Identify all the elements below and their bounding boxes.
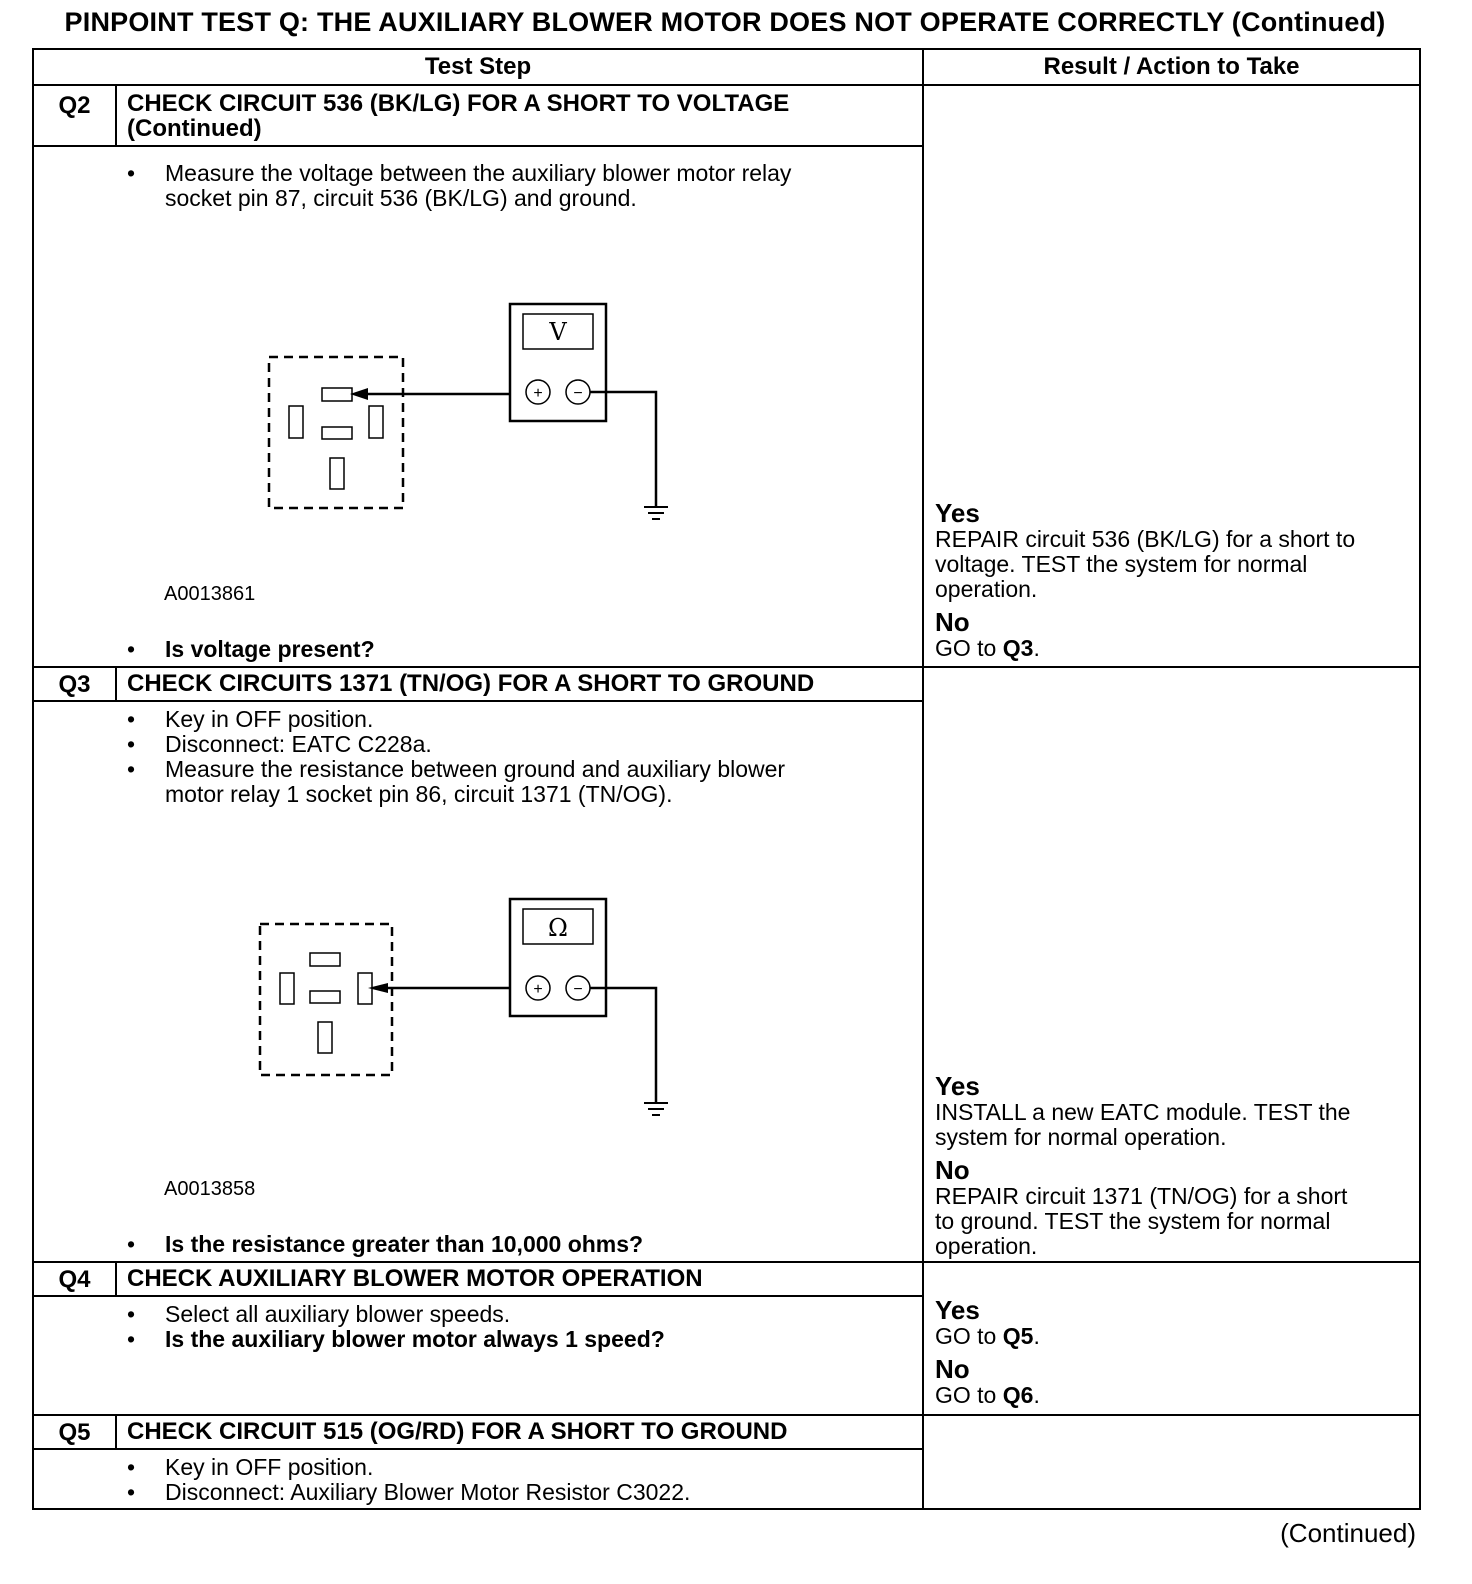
result-line: operation.	[935, 576, 1038, 602]
socket-pin	[322, 427, 352, 439]
goto-link-q3[interactable]: Q3	[1002, 635, 1034, 661]
bullet-text: Disconnect: Auxiliary Blower Motor Resistor C3022.	[165, 1479, 691, 1505]
step-body-q3	[33, 701, 923, 1262]
result-line: to ground. TEST the system for normal	[935, 1208, 1331, 1234]
bullet-dot: •	[127, 756, 136, 782]
meter-minus-sign: −	[573, 981, 583, 998]
bullet-dot: •	[127, 1301, 136, 1327]
result-q2-text	[935, 499, 1355, 661]
result-q3	[923, 667, 1420, 1262]
step-id-q4: Q4	[33, 1262, 116, 1296]
meter-symbol-ohms: Ω	[548, 914, 568, 942]
result-q4	[923, 1262, 1420, 1415]
meter-minus-sign: −	[573, 385, 583, 402]
bullet-dot: •	[127, 1479, 136, 1505]
step-body-q4	[33, 1296, 923, 1415]
step-q5-title-row	[33, 1415, 1420, 1449]
page-title: PINPOINT TEST Q: THE AUXILIARY BLOWER MOTOR DOES NOT OPERATE CORRECTLY (Continued)	[64, 7, 1386, 37]
result-q5	[923, 1415, 1420, 1509]
result-line	[935, 1383, 1040, 1408]
socket-pin	[330, 458, 344, 489]
pinpoint-test-table	[32, 48, 1421, 1510]
bullet-dot: •	[127, 160, 136, 186]
figure-id: A0013861	[164, 583, 256, 605]
step-id-q3: Q3	[33, 667, 116, 701]
socket-pin	[310, 953, 340, 966]
result-line	[935, 636, 1355, 661]
question-text: Is the auxiliary blower motor always 1 speed?	[165, 1326, 665, 1352]
goto-link-q6[interactable]: Q6	[1002, 1382, 1034, 1408]
step-body-q5	[33, 1449, 923, 1509]
no-label: No	[935, 1354, 970, 1384]
step-title-q2-line2: (Continued)	[127, 115, 262, 142]
bullet-text: Select all auxiliary blower speeds.	[165, 1301, 511, 1327]
no-label: No	[935, 607, 970, 637]
socket-pin	[289, 406, 303, 438]
bullet-text-line: motor relay 1 socket pin 86, circuit 1371 (TN/OG).	[165, 781, 673, 807]
step-title-q5: CHECK CIRCUIT 515 (OG/RD) FOR A SHORT TO GROUND	[116, 1415, 923, 1449]
yes-label: Yes	[935, 498, 980, 528]
bullet-text: Disconnect: EATC C228a.	[165, 731, 432, 757]
bullet-text-line: Measure the voltage between the auxiliary blower motor relay	[165, 160, 792, 186]
result-line: INSTALL a new EATC module. TEST the	[935, 1099, 1351, 1125]
bullet-dot: •	[127, 1454, 136, 1480]
bullet-dot: •	[127, 706, 136, 732]
socket-pin	[369, 406, 383, 438]
goto-text: GO to	[935, 635, 1003, 661]
goto-suffix: .	[1033, 1323, 1040, 1349]
voltage-measurement-diagram	[264, 302, 684, 532]
step-body-q2	[33, 146, 923, 667]
bullet-text-line: Measure the resistance between ground and auxiliary blower	[165, 756, 786, 782]
goto-suffix: .	[1033, 635, 1040, 661]
step-q3-title-row	[33, 667, 1420, 701]
table-header-row	[33, 49, 1420, 85]
continued-footer: (Continued)	[1280, 1518, 1416, 1548]
bullet-text: Key in OFF position.	[165, 706, 374, 732]
meter-plus-sign: +	[533, 385, 543, 402]
question-text: Is voltage present?	[165, 636, 375, 662]
socket-pin	[310, 991, 340, 1003]
result-line: REPAIR circuit 536 (BK/LG) for a short to	[935, 526, 1356, 552]
bullet-dot: •	[127, 636, 136, 662]
result-line: system for normal operation.	[935, 1124, 1227, 1150]
socket-pin	[318, 1022, 332, 1053]
bullet-dot: •	[127, 1231, 136, 1257]
goto-link-q5[interactable]: Q5	[1002, 1323, 1034, 1349]
bullet-dot: •	[127, 731, 136, 757]
meter-symbol-volts: V	[549, 318, 567, 346]
step-title-q3: CHECK CIRCUITS 1371 (TN/OG) FOR A SHORT TO GROUND	[116, 667, 923, 701]
bullet-text: Key in OFF position.	[165, 1454, 374, 1480]
step-q2-title-row	[33, 85, 1420, 146]
step-title-q4: CHECK AUXILIARY BLOWER MOTOR OPERATION	[116, 1262, 923, 1296]
step-q4-title-row	[33, 1262, 1420, 1296]
resistance-measurement-diagram	[254, 895, 694, 1120]
question-text: Is the resistance greater than 10,000 ohms?	[165, 1231, 644, 1257]
result-q4-text	[935, 1296, 1040, 1408]
result-line: REPAIR circuit 1371 (TN/OG) for a short	[935, 1183, 1348, 1209]
bullet-text-line: socket pin 87, circuit 536 (BK/LG) and ground.	[165, 185, 637, 211]
header-result: Result / Action to Take	[923, 49, 1420, 85]
step-id-q5: Q5	[33, 1415, 116, 1449]
result-q3-text	[935, 1072, 1350, 1259]
goto-suffix: .	[1033, 1382, 1040, 1408]
goto-text: GO to	[935, 1382, 1003, 1408]
socket-pin	[280, 973, 294, 1004]
figure-id: A0013858	[164, 1178, 256, 1200]
yes-label: Yes	[935, 1071, 980, 1101]
result-line: operation.	[935, 1233, 1038, 1259]
step-title-q2	[116, 85, 923, 146]
header-test-step: Test Step	[33, 49, 923, 85]
step-title-q2-line1: CHECK CIRCUIT 536 (BK/LG) FOR A SHORT TO VOLTAGE	[127, 90, 790, 117]
socket-pin-86	[358, 973, 372, 1004]
no-label: No	[935, 1155, 970, 1185]
step-id-q2: Q2	[33, 85, 116, 146]
yes-label: Yes	[935, 1295, 980, 1325]
socket-pin-87	[322, 388, 352, 401]
bullet-dot: •	[127, 1326, 136, 1352]
result-q2	[923, 85, 1420, 667]
result-line	[935, 1324, 1040, 1349]
meter-plus-sign: +	[533, 981, 543, 998]
result-line: voltage. TEST the system for normal	[935, 551, 1308, 577]
goto-text: GO to	[935, 1323, 1003, 1349]
